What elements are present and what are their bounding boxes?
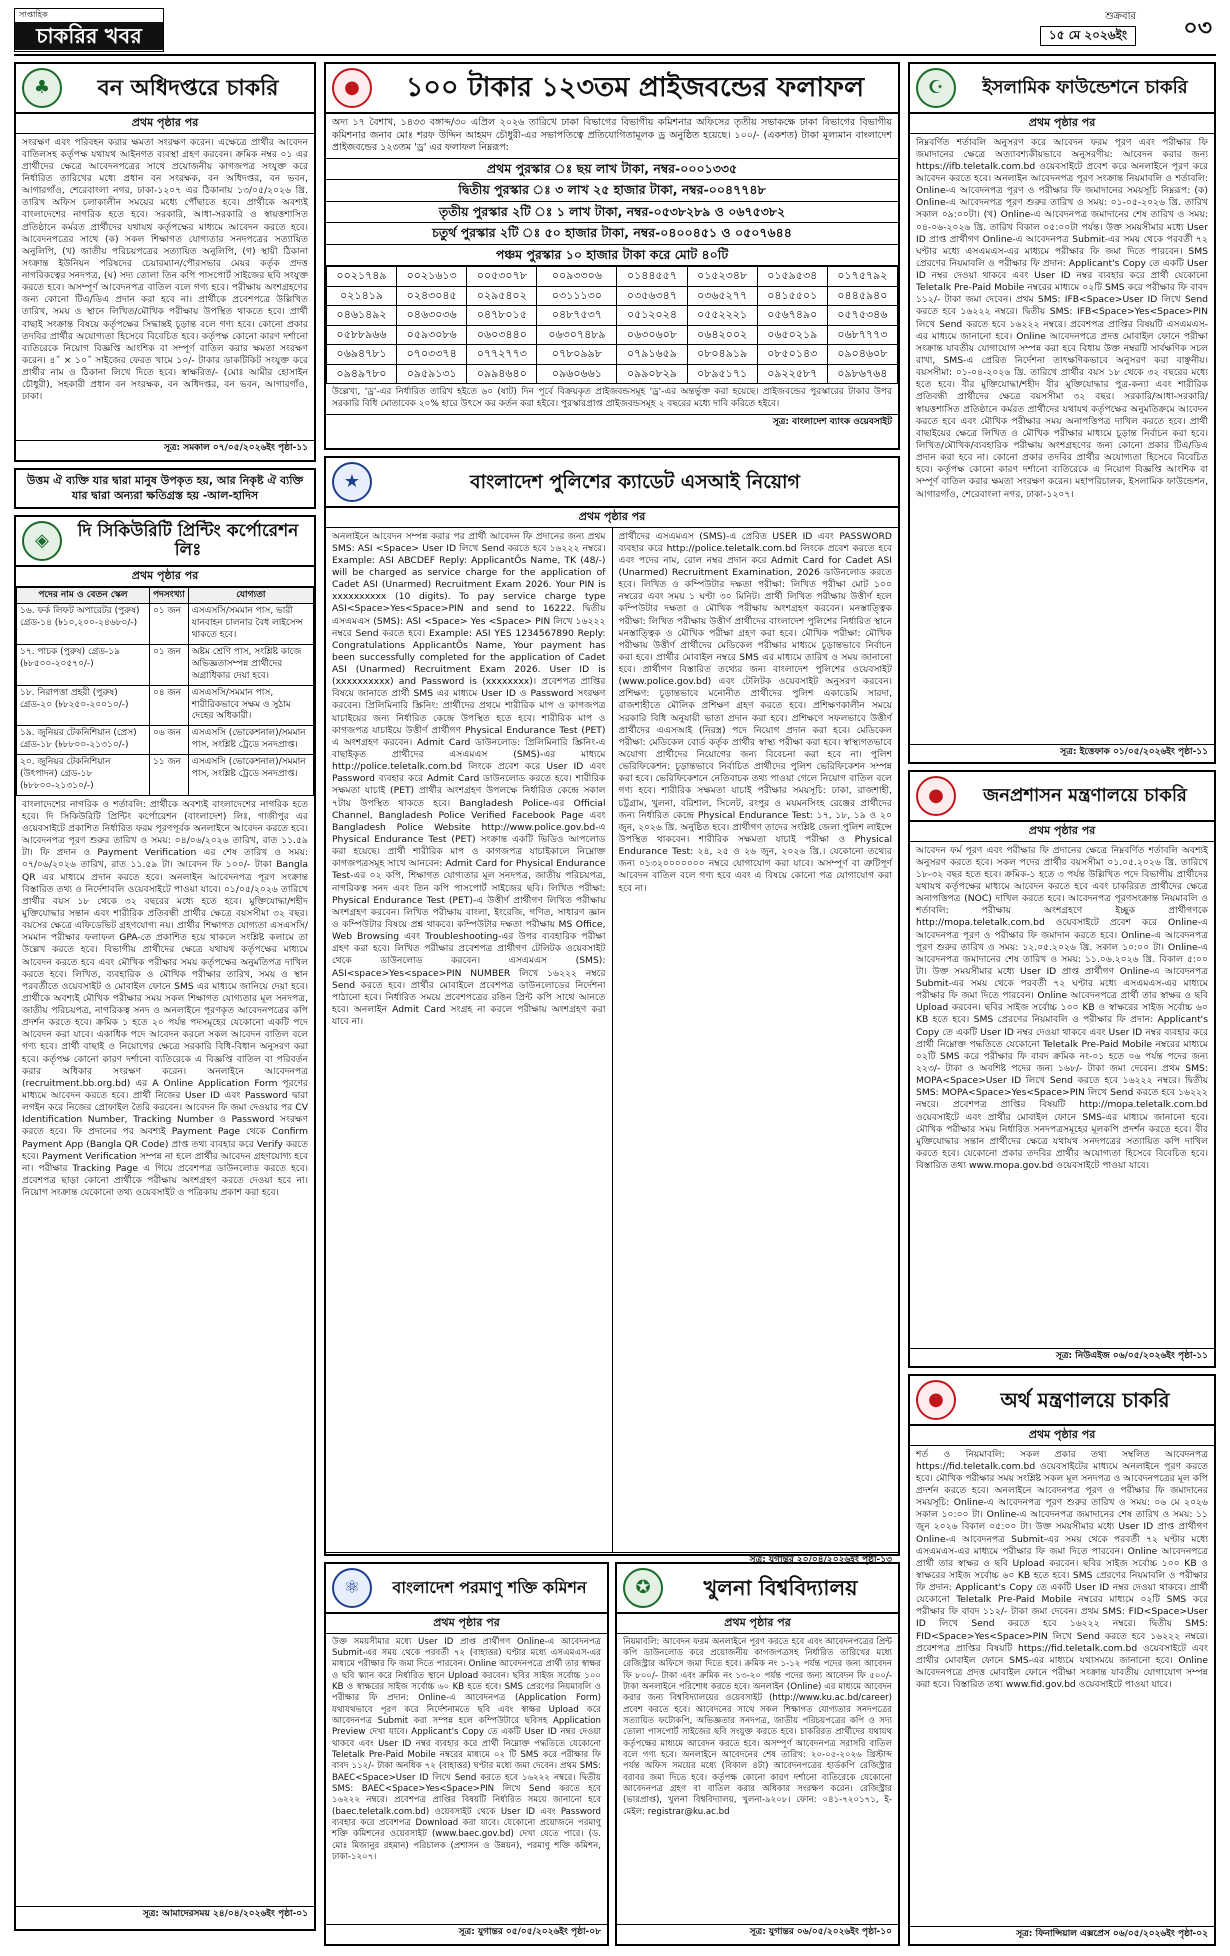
ad-paragraph: আবেদন ফর্ম পূরণ এবং পরীক্ষার ফি প্রদানের ক্ষেত্রে নিম্নবর্ণিত শর্তাবলি অবশ্যই অনুসরণ করতে হবে। সকল পদের প্রার্থীর বয়সসীমা ০১.০৫.২০২৬ খ্রি. তারিখে ১৮-৩২ বছর হতে হবে। ক্রমিক-১ হতে ৩ পর্যন্ত উল্লিখিত পদে বিভাগীয় প্রার্থীদের যথাযথ কর্তৃপক্ষের মাধ্যমে আবেদন করতে হবে এবং চাকরিরত প্রার্থীদের ক্ষেত্রে অনাপত্তিপত্র (NOC) দাখিল করতে হবে। আবেদনপত্র পূরণসংক্রান্ত নিয়মাবলি ও শর্তাবলি: পরীক্ষায় অংশগ্রহণে ইচ্ছুক প্রার্থীগণকে http://mopa.teletalk.com.bd ওয়েবসাইটে প্রবেশ করে Online-এ আবেদনপত্র পূরণ ও পরীক্ষার ফি জমাদান করতে হবে। Online-এ আবেদনপত্র পূরণ শুরুর তারিখ ও সময়: ১২.০৫.২০২৬ খ্রি. সকাল ১০:০০ টা। Online-এ আবেদনপত্র জমাদানের শেষ তারিখ ও সময়: ১১.০৬.২০২৬ খ্রি. বিকাল ৫:০০ টা। উক্ত সময়সীমার মধ্যে User ID প্রাপ্ত প্রার্থীগণ Online-এ আবেদনপত্র Submit-এর সময় থেকে পরবর্তী ৭২ ঘণ্টার মধ্যে এসএমএস-এর মাধ্যমে পরীক্ষার ফি জমা দিতে পারবেন। Online আবেদনপত্রে প্রার্থী তার স্বাক্ষর ও ছবি Upload করবেন। ছবির সাইজ সর্বোচ্চ ১০০ KB ও স্বাক্ষরের সাইজ সর্বোচ্চ ৬০ KB হতে হবে। SMS প্রেরণের নিয়মাবলি ও পরীক্ষার ফি প্রদান: Applicant's Copy তে একটি User ID নম্বর দেওয়া থাকবে এবং User ID নম্বর ব্যবহার করে প্রার্থী নিম্নোক্ত পদ্ধতিতে যেকোনো Teletalk Pre-Paid Mobile নম্বরের মাধ্যমে ০২টি SMS করে পরীক্ষার ফি বাবদ ক্রমিক নং-০১ হতে ০৬ পর্যন্ত পদের জন্য ২২৩/- টাকা ও অবশিষ্ট পদের জন্য ১৬৮/- টাকা জমা দেবেন। প্রথম SMS: MOPA<Space>User ID লিখে Send করতে হবে ১৬২২২ নম্বরে। দ্বিতীয় SMS: MOPA<Space>Yes<Space>PIN লিখে Send করতে হবে ১৬২২২ নম্বরে। প্রবেশপত্র প্রাপ্তির বিষয়টি http://mopa.teletalk.com.bd ওয়েবসাইটে এবং প্রার্থীর মোবাইল ফোনে SMS-এর মাধ্যমে জানানো হবে। মৌখিক পরীক্ষার সময় নির্ধারিত সনদপত্রসমূহের মূলকপি প্রদর্শন করতে হবে। বীর মুক্তিযোদ্ধার সন্তান প্রার্থীদের ক্ষেত্রে যথাযথ সনদপত্রের সত্যায়িত কপি দাখিল করতে হবে। যেকোনো প্রকার তদবির প্রার্থীর অযোগ্যতা হিসেবে বিবেচিত হবে। বিস্তারিত তথ্য www.mopa.gov.bd ওয়েবসাইটে পাওয়া যাবে। (916, 844, 1208, 1172)
issue-date: ১৫ মে ২০২৬ইং (1040, 26, 1136, 46)
ad-paragraph: উক্ত সময়সীমার মধ্যে User ID প্রাপ্ত প্রার্থীগণ Online-এ আবেদনপত্র Submit-এর সময় থেকে পরবর্তী ৭২ (বাহাত্তর) ঘণ্টার মধ্যে এসএমএস-এর মাধ্যমে পরীক্ষার ফি জমা দিতে পারবেন। Online আবেদনপত্রে প্রার্থী তার স্বাক্ষর ও ছবি স্ক্যান করে নির্ধারিত স্থানে Upload করবেন। ছবির সাইজ সর্বোচ্চ ১০০ KB ও স্বাক্ষরের সাইজ সর্বোচ্চ ৬০ KB হতে হবে। SMS প্রেরণের নিয়মাবলি ও পরীক্ষার ফি প্রদান: Online-এ আবেদনপত্র (Application Form) যথাযথভাবে পূরণ করে নির্দেশনামতে ছবি এবং স্বাক্ষর Upload করে আবেদনপত্র Submit করা সম্পন্ন হলে কম্পিউটারে ছবিসহ Application Preview দেখা যাবে। Applicant's Copy তে একটি User ID নম্বর দেওয়া থাকবে এবং User ID নম্বর ব্যবহার করে প্রার্থী নিম্নোক্ত পদ্ধতিতে যেকোনো Teletalk Pre-Paid Mobile নম্বরের মাধ্যমে ০২ টি SMS করে পরীক্ষার ফি বাবদ ১১২/- টাকা অনধিক ৭২ (বাহাত্তর) ঘণ্টার মধ্যে জমা দেবেন। প্রথম SMS: BAEC<Space>User ID লিখে Send করতে হবে ১৬২২২ নম্বরে। দ্বিতীয় SMS: BAEC<Space>Yes<Space>PIN লিখে Send করতে হবে ১৬২২২ নম্বরে। প্রবেশপত্র প্রাপ্তির বিষয়টি নির্ধারিত সময়ে জানানো হবে (baec.teletalk.com.bd) ওয়েবসাইট থেকে User ID এবং Password ব্যবহার করে প্রবেশপত্র Download করা যাবে। যেকোনো প্রয়োজনে পরমাণু শক্তি কমিশনের ওয়েবসাইট (www.baec.gov.bd) দেখা যেতে পারে। (ড. মোঃ মিজানুর রহমান) পরিচালক (প্রশাসন ও উন্নয়ন), পরমাণু শক্তি কমিশন, ঢাকা-১২০৭। (332, 1636, 601, 1863)
bank-logo-icon: ● (332, 68, 372, 108)
table-row (17, 645, 314, 686)
prize-number-cell: ০৬৩০৭৪৮৯ (537, 325, 617, 345)
ad-header (326, 458, 898, 508)
first-prize: প্রথম পুরস্কার ঃ ছয় লাখ টাকা, নম্বর-০০০১৩৩৫ (326, 159, 898, 181)
right-column (908, 62, 1216, 1946)
ad-source: সূত্র: নিউএইজ ০৬/০৫/২০২৬ইং পৃষ্ঠা-১১ (910, 1348, 1214, 1365)
table-cell: অষ্টম শ্রেণি পাস, সংশ্লিষ্ট কাজে অভিজ্ঞতাসম্পন্ন প্রার্থীদের অগ্রাধিকার দেয়া হবে। (188, 645, 313, 686)
table-cell: এসএসসি/সমমান পাস, ভারী যানবাহন চালনার বৈধ লাইসেন্স থাকতে হবে। (188, 604, 313, 645)
prize-number-cell: ০৭৯১৬৫৯ (617, 345, 687, 365)
ad-header (910, 64, 1214, 114)
table-header-cell: পদের নাম ও বেতন স্কেল (17, 587, 150, 604)
prize-number-cell: ০৪৭৮০১৫ (467, 306, 537, 326)
table-cell: ০৪ জন (149, 685, 188, 726)
ad-source: সূত্র: যুগান্তর ২০/০৪/২০২৬ইং পৃষ্ঠা-১৩ (326, 1552, 898, 1569)
prize-number-cell: ০০২১৭৪৯ (327, 267, 397, 287)
table-header-cell: যোগ্যতা (188, 587, 313, 604)
ad-title: ইসলামিক ফাউন্ডেশনে চাকরি (982, 77, 1188, 99)
bottom-ads-row (324, 1562, 900, 1946)
prize-number-cell: ০৪৬৩০৩৬ (397, 306, 467, 326)
ad-body (910, 134, 1214, 744)
table-cell: ১৬. ফর্ক লিফট অপারেটর (পুরুষ) গ্রেড-১৪ (৳১০,২০০-২৪৬৮০/-) (17, 604, 150, 645)
prize-number-cell: ০১৫২৩৪৮ (687, 267, 757, 287)
prize-number-cell: ০৬৫০২১৯ (757, 325, 827, 345)
table-cell: এসএসসি (ভোকেশনাল)/সমমান পাস, সংশ্লিষ্ট ট্রেডে সনদপ্রাপ্ত। (188, 755, 313, 796)
prize-numbers-table (326, 266, 898, 384)
prize-number-cell: ০৯২২৫৮৭ (757, 364, 827, 384)
hadith-quote (14, 468, 316, 509)
table-cell: ০১ জন (149, 645, 188, 686)
ad-subtitle: প্রথম পৃষ্ঠার পর (16, 567, 314, 587)
university-logo-icon: ✪ (623, 1568, 663, 1608)
table-cell: ১৮. নিরাপত্তা প্রহরী (পুরুষ) গ্রেড-২০ (৳৮২৫০-২০০১০/-) (17, 685, 150, 726)
prize-number-cell: ০০৫৩০৭৮ (467, 267, 537, 287)
ad-title: অর্থ মন্ত্রণালয়ে চাকরি (1000, 1388, 1170, 1412)
ad-paragraph: নিম্নবর্ণিত শর্তাবলি অনুসরণ করে আবেদন ফরম পূরণ এবং পরীক্ষার ফি জমাদানের ক্ষেত্রে অত্যাবশ্যকীয়ভাবে অনুসরণীয়: আবেদন করার জন্য https://ifb.teletalk.com.bd ওয়েবসাইটে প্রবেশ করে অনলাইনে পূরণ করে আবেদন করতে হবে। অনলাইন আবেদনপত্র পূরণ সংক্রান্ত নিয়মাবলি ও শর্তাবলি: Online-এ আবেদনপত্র পূরণ ও পরীক্ষার ফি জমাদানের সময়সূচি নিম্নরূপ: (ক) Online-এ আবেদনপত্র পূরণ শুরুর তারিখ ও সময়: ০১-০৫-২০২৬ খ্রি. তারিখ সকাল ০৯:০০টা। (খ) Online-এ আবেদনপত্র জমাদানের শেষ তারিখ ও সময়: ০৪-০৬-২০২৬ খ্রি. তারিখ বিকাল ০৫:০০টা পর্যন্ত। উক্ত সময়সীমার মধ্যে User ID প্রাপ্ত প্রার্থীগণ Online-এ আবেদনপত্র Submit-এর সময় থেকে পরবর্তী ৭২ ঘণ্টার মধ্যে এসএমএস-এর মাধ্যমে পরীক্ষার ফি জমা দিতে পারবেন। SMS প্রেরণের নিয়মাবলি ও পরীক্ষার ফি প্রদান: Applicant's Copy তে একটি User ID নম্বর দেওয়া থাকবে এবং User ID নম্বর ব্যবহার করে প্রার্থী যেকোনো Teletalk Pre-Paid Mobile নম্বরের মাধ্যমে ০২টি SMS করে পরীক্ষার ফি বাবদ ১১২/- টাকা জমা দেবেন। প্রথম SMS: IFB<Space>User ID লিখে Send করতে হবে ১৬২২২ নম্বরে। দ্বিতীয় SMS: IFB<Space>Yes<Space>PIN লিখে Send করতে হবে ১৬২২২ নম্বরে। প্রবেশপত্র প্রাপ্তির বিষয়টি এসএমএস-এর মাধ্যমে জানানো হবে। Online আবেদনপত্রে প্রদত্ত মোবাইল ফোনে পরীক্ষা সংক্রান্ত যাবতীয় যোগাযোগ সম্পন্ন করা হবে বিধায় উক্ত নম্বরটি সার্বক্ষণিক সচল রাখা, SMS-এ প্রেরিত নির্দেশনা তাৎক্ষণিকভাবে অনুসরণ করা বাঞ্ছনীয়। বয়সসীমা: ০১-০৪-২০২৬ খ্রি. তারিখে প্রার্থীর বয়স ১৮ থেকে ৩২ বছরের মধ্যে হতে হবে। বীর মুক্তিযোদ্ধা/শহীদ বীর মুক্তিযোদ্ধার পুত্র-কন্যা এবং শারীরিক প্রতিবন্ধী প্রার্থীদের ক্ষেত্রে বয়সসীমা ৩২ বছর। সরকারি/আধা-সরকারি/স্বায়ত্তশাসিত প্রতিষ্ঠানে কর্মরত প্রার্থীদের যথাযথ কর্তৃপক্ষের অনুমতিক্রমে আবেদন করতে হবে এবং মৌখিক পরীক্ষার সময় অনাপত্তিপত্র দাখিল করতে হবে। প্রার্থী বাছাইয়ের ক্ষেত্রে লিখিত ও মৌখিক পরীক্ষার মাধ্যমে চূড়ান্ত নির্বাচন করা হবে। লিখিত/মৌখিক/ব্যবহারিক পরীক্ষায় অংশগ্রহণের জন্য কোনো প্রকার টিএ/ডিএ প্রদান করা হবে না। কোনো প্রকার তদবির প্রার্থীর অযোগ্যতা হিসেবে বিবেচিত হবে। কর্তৃপক্ষ কোনো কারণ দর্শানো ব্যতিরেকে এ নিয়োগ বিজ্ঞপ্তি আংশিক বা সম্পূর্ণ বাতিল করার ক্ষমতা সংরক্ষণ করেন। মহাপরিচালক, ইসলামিক ফাউন্ডেশন, আগারগাঁও, শেরেবাংলা নগর, ঢাকা-১২০৭। (916, 136, 1208, 500)
ad-body (16, 796, 314, 1906)
prize-number-cell: ০১৭৫৭৯২ (827, 267, 897, 287)
prize-number-cell: ০৫১২০২৪ (617, 306, 687, 326)
quote-text: উত্তম ঐ ব্যক্তি যার দ্বারা মানুষ উপকৃত হয়, আর নিকৃষ্ট ঐ ব্যক্তি যার দ্বারা অন্যরা ক্ষতিগ্রস্ত হয় -আল-হাদিস (26, 474, 304, 502)
fifth-prize: পঞ্চম পুরস্কার ১০ হাজার টাকা করে মোট ৪০টি (326, 245, 898, 267)
prize-footnote: উল্লেখ্য, 'ড্র'-এর নির্ধারিত তারিখ হইতে ৬০ (ষাট) দিন পূর্বে বিক্রয়কৃত প্রাইজবন্ডসমূহ 'ড্র'-এর অন্তর্ভুক্ত করা হয়েছে। প্রাইজবন্ডের পুরস্কারের টাকার উপর সরকারি বিধি মোতাবেক ২০% হারে উৎসে কর কর্তন করা হইবে। পুরস্কারপ্রাপ্ত প্রাইজবন্ডসমূহ ২ বছরের মধ্যে দাবি করিতে হইবে। (332, 387, 892, 410)
ad-source: সূত্র: ফিনান্সিয়াল এক্সপ্রেস ০৬/০৫/২০২৬ইং পৃষ্ঠা-০২ (910, 1926, 1214, 1943)
prize-number-row (327, 286, 898, 306)
prize-number-cell: ০৯৪৯৭৮০ (327, 364, 397, 384)
table-row (17, 726, 314, 755)
prize-number-row (327, 325, 898, 345)
prize-number-cell: ০৫৬৭৪৯০ (757, 306, 827, 326)
ad-title: বাংলাদেশ পরমাণু শক্তি কমিশন (392, 1578, 587, 1598)
masthead (14, 6, 1216, 56)
prize-number-row (327, 267, 898, 287)
prize-number-cell: ০৪৮৭৫৩৭ (537, 306, 617, 326)
ad-subtitle: প্রথম পৃষ্ঠার পর (16, 114, 314, 134)
ad-paragraph: শর্ত ও নিয়মাবলি: সকল প্রকার তথ্য সম্বলিত আবেদনপত্র https://fid.teletalk.com.bd ওয়েবসাইটের মাধ্যমে অনলাইনে পূরণ করতে হবে। মৌখিক পরীক্ষার সময় সংশ্লিষ্ট সকল মূল সনদপত্র ও আবেদনপত্রের মূল কপি প্রদর্শন করতে হবে। অনলাইনে আবেদনপত্র পূরণ ও পরীক্ষার ফি জমাদানের সময়সূচি: Online-এ আবেদনপত্র পূরণ শুরুর তারিখ ও সময়: ০৬ মে ২০২৬ সকাল ১০:০০ টা। Online-এ আবেদনপত্র জমাদানের শেষ তারিখ ও সময়: ১১ জুন ২০২৬ বিকাল ০৫:০০ টা। উক্ত সময়সীমার মধ্যে User ID প্রাপ্ত প্রার্থীগণ Online-এ আবেদনপত্র Submit-এর সময় থেকে পরবর্তী ৭২ ঘণ্টার মধ্যে এসএমএস-এর মাধ্যমে পরীক্ষার ফি জমা দিতে পারবেন। Online আবেদনপত্রে প্রার্থী তার স্বাক্ষর ও ছবি Upload করবেন। ছবির সাইজ সর্বোচ্চ ১০০ KB ও স্বাক্ষরের সাইজ সর্বোচ্চ ৬০ KB হতে হবে। SMS প্রেরণের নিয়মাবলি ও পরীক্ষার ফি প্রদান: Applicant's Copy তে একটি User ID নম্বর দেওয়া থাকবে। প্রার্থী যেকোনো Teletalk Pre-Paid Mobile নম্বরের মাধ্যমে ০২টি SMS করে পরীক্ষার ফি বাবদ ১১২/- টাকা জমা দেবেন। প্রথম SMS: FID<Space>User ID লিখে Send করতে হবে ১৬২২২ নম্বরে। দ্বিতীয় SMS: FID<Space>Yes<Space>PIN লিখে Send করতে হবে ১৬২২২ নম্বরে। প্রবেশপত্র প্রাপ্তির বিষয়টি https://fid.teletalk.com.bd ওয়েবসাইটে এবং প্রার্থীর মোবাইল ফোনে SMS-এর মাধ্যমে যথাসময়ে জানানো হবে। Online আবেদনপত্রে প্রদত্ত মোবাইল ফোনে পরীক্ষা সংক্রান্ত যাবতীয় যোগাযোগ সম্পন্ন করা হবে। বিস্তারিত তথ্য www.fid.gov.bd ওয়েবসাইটে পাওয়া যাবে। (916, 1448, 1208, 1691)
security-printing-ad (14, 515, 316, 1931)
prize-number-cell: ০৮৯৫১৭১ (687, 364, 757, 384)
corporation-logo-icon: ◈ (22, 521, 62, 561)
table-row (17, 755, 314, 796)
issue-day: শুক্রবার (1105, 11, 1136, 22)
ad-header (910, 772, 1214, 822)
table-row (17, 685, 314, 726)
ad-paragraph: অনলাইনে আবেদন সম্পন্ন করার পর প্রার্থী আবেদন ফি প্রদানের জন্য প্রথম SMS: ASI <Space> User ID লিখে Send করতে হবে ১৬২২২ নম্বরে। Example: ASI ABCDEF Reply: ApplicantÕs Name, TK (48/-) will be charged as service charge for the application of Cadet ASI (Unarmed) Recruitment Exam 2026. Your PIN is xxxxxxxxxx (10 digits). To pay service charge type ASI<Space>Yes<Space>PIN and send to 16222. দ্বিতীয় এসএমএস (SMS): ASI <Space> Yes <Space> PIN লিখে ১৬২২২ নম্বরে Send করতে হবে। Example: ASI YES 1234567890 Reply: Congratulations ApplicantÕs Name, Your payment has been successfully completed for the application of Cadet ASI (Unarmed) Recruitment Exam 2026. User ID is (xxxxxxxxxx) and Password is (xxxxxxxx)। প্রবেশপত্র প্রাপ্তির বিষয়ে জানাতে প্রার্থী SMS এর মাধ্যমে User ID ও Password সংরক্ষণ করবেন। প্রিলিমিনারি স্ক্রিনিং: প্রার্থীদের প্রথমে শারীরিক মাপ ও কাগজপত্র যাচাইয়ের জন্য নির্ধারিত কেন্দ্রে উপস্থিত হতে হবে। শারীরিক মাপ ও কাগজপত্র যাচাইয়ে উত্তীর্ণ প্রার্থীগণ Physical Endurance Test (PET) এ অংশগ্রহণ করবেন। Admit Card ডাউনলোড: প্রিলিমিনারি স্ক্রিনিং-এ বাছাইকৃত প্রার্থীদের এসএমএস (SMS)-এর মাধ্যমে http://police.teletalk.com.bd লিংকে প্রবেশ করে User ID এবং Password ব্যবহার করে Admit Card ডাউনলোড করতে হবে। শারীরিক সক্ষমতা যাচাই (PET) প্রার্থীর অংশগ্রহণ উপলক্ষে নির্ধারিত কেন্দ্রে সকাল ৭টায় উপস্থিত থাকতে হবে। Bangladesh Police-এর Official Channel, Bangladesh Police Verified Facebook Page এবং Bangladesh Police Website http://www.police.gov.bd-এ Physical Endurance Test (PET) সংক্রান্ত একটি ভিডিও আপলোড করা হয়েছে। প্রার্থী শারীরিক মাপ ও কাগজপত্র যাচাইকালে নিম্নোক্ত কাগজপত্রসমূহ সাথে আনবেন: Admit Card for Physical Endurance Test-এর ০২ কপি, শিক্ষাগত যোগ্যতার মূল সনদপত্র, জাতীয় পরিচয়পত্র, নাগরিকত্ব সনদ এবং তিন কপি পাসপোর্ট সাইজের ছবি। লিখিত পরীক্ষা: Physical Endurance Test (PET)-এ উত্তীর্ণ প্রার্থীগণ লিখিত পরীক্ষায় অংশগ্রহণ করবেন। লিখিত পরীক্ষায় বাংলা, ইংরেজি, গণিত, সাধারণ জ্ঞান ও কম্পিউটার বিষয়ে প্রশ্ন থাকবে। কম্পিউটার দক্ষতা পরীক্ষায় MS Office, Web Browsing এবং Troubleshooting-এর উপর ব্যবহারিক পরীক্ষা গ্রহণ করা হবে। লিখিত পরীক্ষার প্রবেশপত্র প্রার্থীগণ টেলিটক ওয়েবসাইট থেকে ডাউনলোড করবেন। এসএমএস (SMS): ASI<space>Yes<space>PIN NUMBER লিখে ১৬২২২ নম্বরে Send করতে হবে। প্রার্থীর মোবাইলে প্রবেশপত্র ডাউনলোডের নির্দেশনা পাঠানো হবে। নির্ধারিত সময়ে প্রবেশপত্রের রঙিন প্রিন্ট কপি সাথে আনতে হবে। অনলাইন Admit Card সংগ্রহ না করলে পরীক্ষায় অংশগ্রহণ করা যাবে না। (332, 530, 606, 1028)
forest-dept-ad (14, 62, 316, 462)
left-column (14, 62, 316, 1946)
ad-header (326, 1564, 607, 1614)
prize-number-cell: ০৪৬১৪৯২ (327, 306, 397, 326)
ad-source: সূত্র: যুগান্তর ০৬/০৫/২০২৬ইং পৃষ্ঠা-১০ (617, 1924, 898, 1941)
ad-header (16, 517, 314, 567)
ad-title: বাংলাদেশ পুলিশের ক্যাডেট এসআই নিয়োগ (470, 470, 800, 493)
second-prize: দ্বিতীয় পুরস্কার ঃ ৩ লাখ ২৫ হাজার টাকা, নম্বর-০০৪৭৭৪৮ (326, 180, 898, 202)
prize-number-cell: ০৯৫৯১৩১ (397, 364, 467, 384)
prize-number-cell: ০২৪৩০৪৫ (397, 286, 467, 306)
ad-body (16, 134, 314, 440)
table-cell: এসএসসি/সমমান পাস, শারীরিকভাবে সক্ষম ও সুঠাম দেহের অধিকারী। (188, 685, 313, 726)
table-header-row (17, 587, 314, 604)
table-cell: ০১ জন (149, 604, 188, 645)
prize-number-cell: ০৭০৩৩৭৪ (397, 345, 467, 365)
prize-number-cell: ০৪১৫৫০১ (757, 286, 827, 306)
prize-number-cell: ০২৯৫৪০২ (467, 286, 537, 306)
prize-number-cell: ০৫৫২২২১ (687, 306, 757, 326)
govt-logo-icon: ● (916, 776, 956, 816)
police-badge-icon: ★ (332, 462, 372, 502)
ad-title: খুলনা বিশ্ববিদ্যালয় (703, 1575, 858, 1601)
ad-title: বন অধিদপ্তরে চাকরি (97, 74, 279, 101)
govt-logo-icon: ● (916, 1380, 956, 1420)
logo-main-text: চাকরির খবর (15, 22, 163, 50)
page-number: ০৩ (1183, 16, 1212, 41)
middle-column (324, 62, 900, 1946)
prize-number-row (327, 345, 898, 365)
prize-number-cell: ০৮০৪৯১৯ (687, 345, 757, 365)
prize-number-cell: ০১৫৯৫৩৪ (757, 267, 827, 287)
prize-number-cell: ০৯৮৬৭৬৪ (827, 364, 897, 384)
table-cell: ১৯. জুনিয়র টেকনিশিয়ান (প্রেস) গ্রেড-১৮ (৳৮৮০০-২১৩১০/-) (17, 726, 150, 755)
prize-number-row (327, 306, 898, 326)
ad-body (617, 1634, 898, 1924)
ad-header (910, 1376, 1214, 1426)
prize-number-cell: ০৯৬০৬৬১ (537, 364, 617, 384)
prize-number-cell: ০৬৩০৬০৮ (617, 325, 687, 345)
prize-number-cell: ০৩১১১৩০ (537, 286, 617, 306)
tree-logo-icon: ♣ (22, 68, 62, 108)
table-cell: ২০. জুনিয়র টেকনিশিয়ান (উৎপাদন) গ্রেড-১৮ (৳৮৮০০-২১৩১০/-) (17, 755, 150, 796)
ad-source: সূত্র: সমকাল ০৭/০৫/২০২৬ইং পৃষ্ঠা-১১ (16, 440, 314, 457)
ad-title: দি সিকিউরিটি প্রিন্টিং কর্পোরেশন লিঃ (77, 521, 299, 561)
table-header-cell: পদসংখ্যা (149, 587, 188, 604)
prize-number-cell: ০৫৭৫৩৪৬ (827, 306, 897, 326)
prize-number-cell: ০১৪৪৫৫৭ (617, 267, 687, 287)
prize-number-cell: ০৯৯০৮২৯ (617, 364, 687, 384)
ad-paragraph: বাংলাদেশের নাগরিক ও শর্তাবলি: প্রার্থীকে অবশ্যই বাংলাদেশের নাগরিক হতে হবে। দি সিকিউরিটি প্রিন্টিং কর্পোরেশন (বাংলাদেশ) লিঃ, গাজীপুর এর ওয়েবসাইটে প্রকাশিত নির্ধারিত ফরম পূরণপূর্বক অনলাইনে আবেদন করতে হবে। আবেদনপত্র পূরণ শুরুর তারিখ ও সময়: ০৪/০৬/২০২৬ তারিখ, রাত ১১.৫৯ টা। ফি প্রদান ও Payment Verification এর শেষ তারিখ ও সময়: ০৭/০৬/২০২৬ তারিখ, রাত ১১.৫৯ টা। আবেদন ফি ১০০/- টাকা Bangla QR এর মাধ্যমে প্রদান করতে হবে। অনলাইন আবেদনপত্র পূরণ সংক্রান্ত বিস্তারিত তথ্য ও নির্দেশাবলি ওয়েবসাইটে পাওয়া যাবে। ০১/০৫/২০২৬ তারিখে প্রার্থীর বয়স ১৮ থেকে ৩২ বছরের মধ্যে হতে হবে। মুক্তিযোদ্ধা/শহীদ মুক্তিযোদ্ধার সন্তান এবং শারীরিক প্রতিবন্ধী প্রার্থীর ক্ষেত্রে বয়সসীমা ৩২ বছর। বয়সের ক্ষেত্রে এফিডেভিট গ্রহণযোগ্য নয়। প্রার্থীর শিক্ষাগত যোগ্যতা এসএসসি/সমমান পরীক্ষার ফলাফল GPA-তে প্রকাশিত হয়ে থাকলে সংশ্লিষ্ট কলামে তা উল্লেখ করতে হবে। বিভাগীয় প্রার্থীদের ক্ষেত্রে যথাযথ কর্তৃপক্ষের মাধ্যমে আবেদন করতে হবে এবং মৌখিক পরীক্ষার সময় কর্তৃপক্ষের অনুমতিপত্র দাখিল করতে হবে। লিখিত, ব্যবহারিক ও মৌখিক পরীক্ষার তারিখ, সময় ও স্থান পরবর্তীতে ওয়েবসাইট ও মোবাইল ফোনে SMS এর মাধ্যমে জানিয়ে দেয়া হবে। প্রার্থীকে অবশ্যই মৌখিক পরীক্ষার সময় সকল শিক্ষাগত যোগ্যতার মূল সনদপত্র, জাতীয় পরিচয়পত্র, নাগরিকত্ব সনদ ও অনলাইনে পূরণকৃত আবেদনপত্রের কপি প্রদর্শন করতে হবে। ক্রমিক ১ হতে ২০ পর্যন্ত পদসমূহের যেকোনো একটি পদে আবেদন করা যাবে। একাধিক পদে আবেদন করলে সকল আবেদন বাতিল বলে গণ্য হবে। প্রার্থী বাছাই ও নিয়োগের ক্ষেত্রে সরকারি বিধি-বিধান অনুসরণ করা হবে। কর্তৃপক্ষ কোনো কারণ দর্শানো ব্যতিরেকে এ বিজ্ঞপ্তি বাতিল বা পরিবর্তন করার অধিকার সংরক্ষণ করেন। অনলাইনে আবেদনপত্র (recruitment.bb.org.bd) এর A Online Application Form পূরণের মাধ্যমে আবেদন করতে হবে। প্রার্থী নিজের User ID এবং Password দ্বারা লগইন করে নিজের প্রোফাইল তৈরি করবেন। আবেদন ফি জমা দেওয়ার পর CV Identification Number, Tracking Number ও Password সংরক্ষণ করতে হবে। ফি প্রদানের পর অবশ্যই Payment Page থেকে Confirm Payment App (Bangla QR Code) প্রাপ্ত তথ্য ব্যবহার করে Verify করতে হবে। Payment Verification সম্পন্ন না হলে প্রার্থীর আবেদন গ্রহণযোগ্য হবে না। পরীক্ষার Tracking Page এ গিয়ে প্রবেশপত্র ডাউনলোড করতে হবে। প্রবেশপত্র ছাড়া কোনো প্রার্থীকে পরীক্ষায় অংশগ্রহণ করতে দেওয়া হবে না। নিয়োগ সংক্রান্ত যেকোনো তথ্য ওয়েবসাইট ও পত্রিকায় প্রকাশ করা হবে। (22, 798, 308, 1199)
ad-subtitle: প্রথম পৃষ্ঠার পর (617, 1614, 898, 1634)
atomic-energy-ad (324, 1562, 609, 1946)
newspaper-logo (14, 8, 164, 52)
prize-number-cell: ০০২১৬১৩ (397, 267, 467, 287)
police-asi-ad (324, 456, 900, 1565)
prize-number-cell: ০২১৪১৯ (327, 286, 397, 306)
table-cell: এসএসসি (ভোকেশনাল)/সমমান পাস, সংশ্লিষ্ট ট্রেডে সনদপ্রাপ্ত। (188, 726, 313, 755)
table-cell: ১৭. পাচক (পুরুষ) গ্রেড-১৯ (৳৮৫০০-২০৫৭০/-) (17, 645, 150, 686)
prize-intro: অদ্য ১৭ বৈশাখ, ১৪৩৩ বঙ্গাব্দ/৩০ এপ্রিল ২০২৬ তারিখে ঢাকা বিভাগের বিভাগীয় কমিশনার অফিসের তৃতীয় সভাকক্ষে ঢাকা বিভাগের বিভাগীয় কমিশনার জনাব মোঃ শরফ উদ্দিন আহমদ চৌধুরী-এর সভাপতিত্বে প্রতিযোগিতামূলক ড্র অনুষ্ঠিত হয়েছে। ১০০/- (একশত) টাকা মূল্যমান বাংলাদেশ প্রাইজবন্ডের ১২৩তম 'ড্র' এর ফলাফল নিম্নরূপ: (326, 114, 898, 159)
ad-body (326, 528, 898, 1552)
prize-number-cell: ০৬০৩৪৪০ (467, 325, 537, 345)
ad-source: সূত্র: বাংলাদেশ ব্যাংক ওয়েবসাইট (326, 414, 898, 431)
ad-subtitle: প্রথম পৃষ্ঠার পর (326, 508, 898, 528)
prize-number-cell: ০৬৮৭৭৭৩ (827, 325, 897, 345)
ad-left-text (326, 528, 612, 1552)
ad-source: সূত্র: যুগান্তর ০৫/০৫/২০২৬ইং পৃষ্ঠা-০৮ (326, 1924, 607, 1941)
ad-paragraph: নিয়মাবলি: আবেদন ফরম অনলাইনে পূরণ করতে হবে এবং আবেদনপত্রের প্রিন্ট কপি ডাউনলোড করে প্রয়োজনীয় কাগজপত্রসহ নির্ধারিত তারিখের মধ্যে রেজিস্ট্রার অফিসে জমা দিতে হবে। ক্রমিক নং ১-১২ পর্যন্ত পদের জন্য আবেদন ফি ৮০০/- টাকা এবং ক্রমিক নং ১৩-২০ পর্যন্ত পদের জন্য আবেদন ফি ৫০০/- টাকা অনলাইনে পরিশোধ করতে হবে। অনলাইন (Online) এর মাধ্যমে আবেদন করার জন্য বিশ্ববিদ্যালয়ের ওয়েবসাইট (http://www.ku.ac.bd/career) প্রবেশ করতে হবে। আবেদনের সাথে সকল শিক্ষাগত যোগ্যতার সনদপত্রের সত্যায়িত ফটোকপি, অভিজ্ঞতার সনদপত্র, জাতীয় পরিচয়পত্রের কপি ও সদ্য তোলা পাসপোর্ট সাইজের ছবি সংযুক্ত করতে হবে। চাকরিরত প্রার্থীদের যথাযথ কর্তৃপক্ষের মাধ্যমে আবেদন করতে হবে। অসম্পূর্ণ আবেদনপত্র সরাসরি বাতিল বলে গণ্য হবে। অনলাইনে আবেদনের শেষ তারিখ: ২০-০৫-২০২৬ খ্রিস্টাব্দ পর্যন্ত অফিস সময়ের মধ্যে (বিকাল ৪টা) আবেদনপত্রের হার্ডকপি রেজিস্ট্রার বরাবর জমা দিতে হবে। কর্তৃপক্ষ কোনো কারণ দর্শানো ব্যতিরেকে যেকোনো আবেদনপত্র গ্রহণ বা বাতিল করার অধিকার সংরক্ষণ করেন। রেজিস্ট্রার (ভারপ্রাপ্ত), খুলনা বিশ্ববিদ্যালয়, খুলনা-৯২০৮। ফোন: ০৪১-৭২০১৭১, ই-মেইল: registrar@ku.ac.bd (623, 1636, 892, 1817)
prize-number-cell: ০৫৯৩০৮৬ (397, 325, 467, 345)
ad-body (326, 1634, 607, 1924)
third-prize: তৃতীয় পুরস্কার ২টি ঃ ১ লাখ টাকা, নম্বর-০৫৩৮২৮৯ ও ০৬৭৫৩৮২ (326, 202, 898, 224)
table-cell: ০৬ জন (149, 726, 188, 755)
ad-right-text (612, 528, 899, 1552)
ad-header (16, 64, 314, 114)
prize-number-cell: ০৯৯৪৬৪০ (467, 364, 537, 384)
prize-number-cell: ০৭৭২৭৭৩ (467, 345, 537, 365)
prize-number-row (327, 364, 898, 384)
khulna-university-ad (615, 1562, 900, 1946)
prize-number-cell: ০৩৬৫২৭৭ (687, 286, 757, 306)
finance-ministry-ad (908, 1374, 1216, 1946)
prize-number-cell: ০৭৮০৯৯৮ (537, 345, 617, 365)
prize-bond-ad (324, 62, 900, 450)
mosque-logo-icon: ☪ (916, 68, 956, 108)
ad-subtitle: প্রথম পৃষ্ঠার পর (910, 1426, 1214, 1446)
logo-top-text: সাপ্তাহিক (19, 10, 48, 19)
ad-source: সূত্র: ইত্তেফাক ০১/০৫/২০২৬ইং পৃষ্ঠা-১১ (910, 744, 1214, 761)
ad-header (617, 1564, 898, 1614)
public-admin-ad (908, 770, 1216, 1368)
ad-subtitle: প্রথম পৃষ্ঠার পর (910, 822, 1214, 842)
ad-subtitle: প্রথম পৃষ্ঠার পর (326, 1614, 607, 1634)
table-cell: ১১ জন (149, 755, 188, 796)
ad-body (910, 842, 1214, 1348)
atom-logo-icon: ⚛ (332, 1568, 372, 1608)
ad-title: ১০০ টাকার ১২৩তম প্রাইজবন্ডের ফলাফল (405, 72, 865, 104)
prize-number-cell: ০৮৫০১৪৩ (757, 345, 827, 365)
ad-header (326, 64, 898, 114)
table-row (17, 604, 314, 645)
prize-number-cell: ০৬৪২০০২ (687, 325, 757, 345)
ad-paragraph: প্রার্থীদের এসএমএস (SMS)-এ প্রেরিত USER ID এবং PASSWORD ব্যবহার করে http://police.teletalk.com.bd লিংকে প্রবেশ করতে হবে এবং পদের নাম, রোল নম্বর প্রদান করে Admit Card for Cadet ASI (Unarmed) Recruitment Examination, 2026 ডাউনলোড করতে হবে। লিখিত ও কম্পিউটার দক্ষতা পরীক্ষা: লিখিত পরীক্ষা মোট ১০০ নম্বরের এবং সময় ১ ঘণ্টা ৩০ মিনিট। প্রার্থী লিখিত পরীক্ষায় উত্তীর্ণ হলে কম্পিউটার দক্ষতা ও মৌখিক পরীক্ষায় অংশগ্রহণ করবেন। মনস্তাত্ত্বিক পরীক্ষা: লিখিত পরীক্ষায় উত্তীর্ণ প্রার্থীদের বাংলাদেশ পুলিশের নির্ধারিত স্থানে মনস্তাত্ত্বিক ও মৌখিক পরীক্ষা গ্রহণ করা হবে। মৌখিক পরীক্ষা: মৌখিক পরীক্ষায় উত্তীর্ণ প্রার্থীদের মেডিকেল পরীক্ষার মাধ্যমে চূড়ান্তভাবে নির্বাচন করা হবে। প্রার্থীর মোবাইল নম্বরে SMS এর মাধ্যমে তারিখ ও সময় জানানো হবে। প্রার্থীগণ বিস্তারিত তথ্যের জন্য বাংলাদেশ পুলিশের ওয়েবসাইট (www.police.gov.bd) এবং টেলিটক ওয়েবসাইট অনুসরণ করবেন। প্রশিক্ষণ: চূড়ান্তভাবে মনোনীত প্রার্থীদের পুলিশ একাডেমি সারদা, রাজশাহীতে মৌলিক প্রশিক্ষণ গ্রহণ করতে হবে। প্রশিক্ষণকালীন সময়ে সরকারি বিধি অনুযায়ী ভাতা প্রদান করা হবে। প্রশিক্ষণে সফলভাবে উত্তীর্ণ প্রার্থীদের এএসআই (নিরস্ত্র) পদে নিয়োগ প্রদান করা হবে। মেডিকেল পরীক্ষা: মেডিকেল বোর্ড কর্তৃক প্রার্থীর স্বাস্থ্য পরীক্ষা করা হবে। স্বাস্থ্যগতভাবে অযোগ্য প্রার্থীদের নিয়োগের জন্য বিবেচনা করা হবে না। পুলিশ ভেরিফিকেশন: চূড়ান্তভাবে নির্বাচিত প্রার্থীদের পুলিশ ভেরিফিকেশন সম্পন্ন করা হবে। ভেরিফিকেশনে নেতিবাচক তথ্য পাওয়া গেলে নিয়োগ বাতিল বলে গণ্য হবে। শারীরিক সক্ষমতা যাচাই পরীক্ষার সময়সূচি: ঢাকা, রাজশাহী, চট্টগ্রাম, খুলনা, বরিশাল, সিলেট, রংপুর ও ময়মনসিংহ রেঞ্জের প্রার্থীদের জন্য নির্ধারিত কেন্দ্রে Physical Endurance Test: ১৭, ১৮, ১৯ ও ২০ জুন, ২০২৬ খ্রি. অনুষ্ঠিত হবে। প্রার্থীগণ তাদের সংশ্লিষ্ট জেলা পুলিশ লাইন্সে উপস্থিত থাকবেন। শারীরিক সক্ষমতা যাচাই পরীক্ষা ও Physical Endurance Test: ২৪, ২৫ ও ২৬ জুন, ২০২৬ খ্রি.। যেকোনো তথ্যের জন্য ০১৩২০০০০০০০ নম্বরে যোগাযোগ করা যাবে। অসম্পূর্ণ বা ত্রুটিপূর্ণ আবেদন বাতিল বলে গণ্য হবে এবং এ বিষয়ে কোনো পত্র যোগাযোগ করা হবে না। (618, 530, 892, 894)
prize-number-cell: ০০৯৩৩০৬ (537, 267, 617, 287)
prize-number-cell: ০৪৪৫৯৪০ (827, 286, 897, 306)
fourth-prize: চতুর্থ পুরস্কার ২টি ঃ ৫০ হাজার টাকা, নম্বর-০৪০০৪৫১ ও ০৫০৭৬৪৪ (326, 223, 898, 245)
ad-body (910, 1446, 1214, 1926)
ad-paragraph: সংরক্ষণ এবং পরিবহন করার ক্ষমতা সংরক্ষণ করেন। এক্ষেত্রে প্রার্থীর আবেদন বাতিলসহ কর্তৃপক্ষ যথাযথ আইনগত ব্যবস্থা গ্রহণ করবেন। ক্রমিক নম্বর ০১ এর প্রার্থীদের ক্ষেত্রে আবেদনপত্রের সাথে প্রয়োজনীয় কাগজপত্র সংযুক্ত করে নির্ধারিত তারিখের মধ্যে প্রধান বন সংরক্ষক, বন অধিদপ্তর, বন ভবন, আগারগাঁও, শেরেবাংলা নগর, ঢাকা-১২০৭ এর ঠিকানায় ১৩/০৫/২০২৬ খ্রি. তারিখ অফিস চলাকালীন সময়ের মধ্যে পৌঁছাতে হবে। প্রার্থীকে অবশ্যই বাংলাদেশের নাগরিক হতে হবে। সরকারি, আধা-সরকারি ও স্বায়ত্তশাসিত প্রতিষ্ঠানে কর্মরত প্রার্থীদের যথাযথ কর্তৃপক্ষের মাধ্যমে আবেদন করতে হবে। আবেদনপত্রের সাথে (ক) সকল শিক্ষাগত যোগ্যতার সনদপত্রের সত্যায়িত অনুলিপি, (খ) জাতীয় পরিচয়পত্রের সত্যায়িত অনুলিপি, (গ) স্থায়ী ঠিকানা সংক্রান্ত ইউনিয়ন পরিষদের চেয়ারম্যান/পৌরসভার মেয়র কর্তৃক প্রদত্ত নাগরিকত্বের সনদপত্র, (ঘ) সদ্য তোলা তিন কপি পাসপোর্ট সাইজের ছবি সংযুক্ত করতে হবে। অসম্পূর্ণ আবেদনপত্র বাতিল বলে গণ্য হবে। পরীক্ষায় অংশগ্রহণের জন্য কোনো টিএ/ডিএ প্রদান করা হবে না। প্রার্থীকে প্রবেশপত্রে উল্লিখিত তারিখ, সময় ও স্থানে লিখিত/মৌখিক পরীক্ষায় উপস্থিত থাকতে হবে। প্রার্থী বাছাই সংক্রান্ত বিষয়ে কর্তৃপক্ষের সিদ্ধান্তই চূড়ান্ত বলে গণ্য হবে। কোনো প্রকার তদবির প্রার্থীর অযোগ্যতা হিসেবে বিবেচিত হবে। কর্তৃপক্ষ কোনো কারণ দর্শানো ব্যতিরেকে নিয়োগ বিজ্ঞপ্তি আংশিক বা সম্পূর্ণ বাতিল করার ক্ষমতা সংরক্ষণ করেন। ৪˝ × ১০˝ সাইজের ফেরত খামে ১০/- টাকার ডাকটিকিট সংযুক্ত করে প্রার্থীর নাম ও ঠিকানা লিখে দিতে হবে। স্বাক্ষরিত/- (মোঃ আমীর হোসাইন চৌধুরী), সহকারী প্রধান বন সংরক্ষক, বন অধিদপ্তর, বন ভবন, আগারগাঁও, ঢাকা। (22, 136, 308, 403)
ad-title: জনপ্রশাসন মন্ত্রণালয়ে চাকরি (983, 785, 1187, 807)
prize-number-cell: ০৬৯৪৭৮১ (327, 345, 397, 365)
ad-source: সূত্র: আমাদেরসময় ২৪/০৪/২০২৬ইং পৃষ্ঠা-০১ (16, 1906, 314, 1923)
ad-subtitle: প্রথম পৃষ্ঠার পর (910, 114, 1214, 134)
prize-number-cell: ০৫৮৮৯৬৬ (327, 325, 397, 345)
islamic-foundation-ad (908, 62, 1216, 764)
prize-number-cell: ০৯০৪৬০৮ (827, 345, 897, 365)
posts-table (16, 587, 314, 796)
prize-number-cell: ০৩৫৬৩৪৭ (617, 286, 687, 306)
